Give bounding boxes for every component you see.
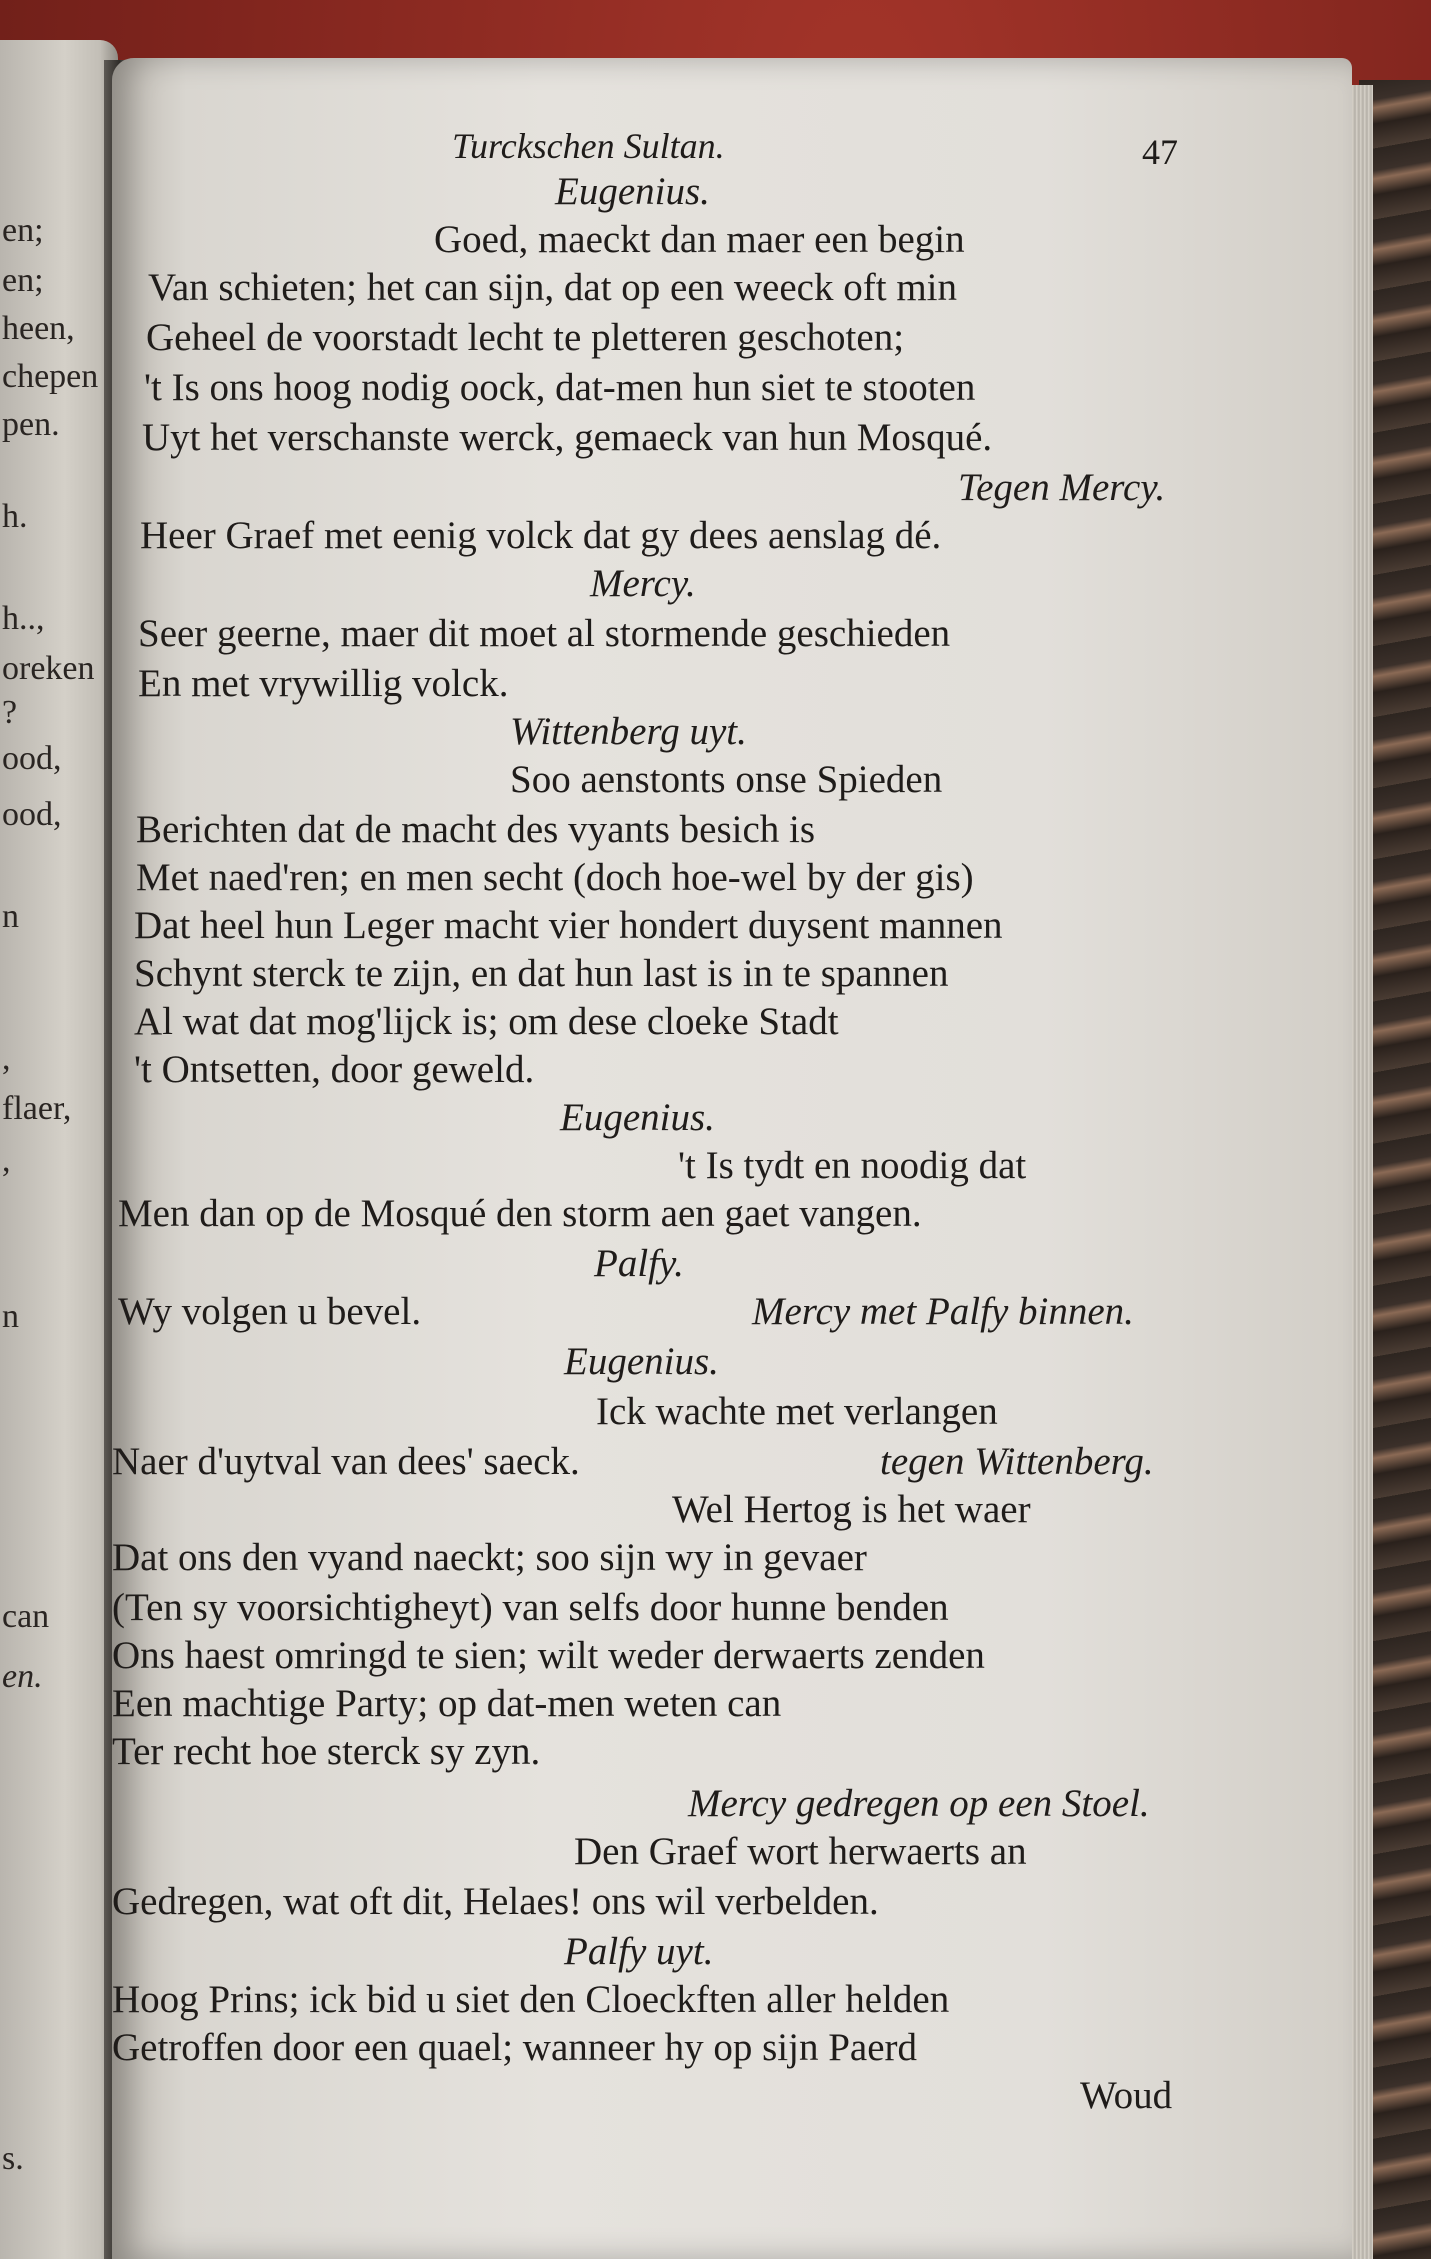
left-fragment: en; [2,262,44,299]
speaker-name: Eugenius. [560,1096,715,1139]
verse-line: Seer geerne, maer dit moet al stormende geschieden [138,612,951,655]
left-fragment: , [2,1040,11,1077]
verse-line: Goed, maeckt dan maer een begin [434,218,965,261]
verse-line: Schynt sterck te zijn, en dat hun last is in te spannen [134,952,949,995]
verse-line: Uyt het verschanste werck, gemaeck van hun Mosqué. [142,416,993,459]
stage-direction: tegen Wittenberg. [880,1440,1154,1483]
catchword: Woud [1080,2074,1173,2117]
stage-direction: Mercy met Palfy binnen. [752,1290,1134,1333]
verse-line: Soo aenstonts onse Spieden [510,758,943,801]
verse-line: Dat ons den vyand naeckt; soo sijn wy in gevaer [112,1536,867,1579]
verse-line: Men dan op de Mosqué den storm aen gaet vangen. [118,1192,922,1235]
left-fragment: s. [2,2140,24,2177]
verse-line: 't Is tydt en noodig dat [678,1144,1027,1187]
left-fragment: en; [2,212,44,249]
speaker-name: Eugenius. [555,170,710,213]
verse-line: Gedregen, wat oft dit, Helaes! ons wil verbelden. [112,1880,879,1923]
speaker-name: Palfy. [594,1242,684,1285]
stage-direction: Wittenberg uyt. [510,710,747,753]
left-fragment: n [2,898,19,935]
left-fragment: pen. [2,406,60,443]
verse-line: Ter recht hoe sterck sy zyn. [112,1730,541,1773]
verse-line: Getroffen door een quael; wanneer hy op sijn Paerd [112,2026,918,2069]
running-title: Turckschen Sultan. [452,126,725,166]
left-fragment: , [2,1142,11,1179]
left-fragment: oreken [2,650,95,687]
verse-line: Ick wachte met verlangen [596,1390,998,1433]
verse-line: Een machtige Party; op dat-men weten can [112,1682,782,1725]
speaker-name: Eugenius. [564,1340,719,1383]
verse-line: Hoog Prins; ick bid u siet den Cloeckften aller helden [112,1978,950,2021]
left-page [0,40,118,2259]
left-fragment: can [2,1598,50,1635]
left-fragment: ? [2,694,18,731]
left-fragment: ood, [2,740,62,777]
verse-line: Wel Hertog is het waer [672,1488,1031,1531]
verse-line: Den Graef wort herwaerts an [574,1830,1027,1873]
verse-line: Heer Graef met eenig volck dat gy dees aenslag dé. [140,514,942,557]
verse-line: Berichten dat de macht des vyants besich is [136,808,816,851]
verse-line: (Ten sy voorsichtigheyt) van selfs door hunne benden [112,1586,949,1629]
verse-line: Dat heel hun Leger macht vier hondert duysent mannen [134,904,1003,947]
verse-line: Ons haest omringd te sien; wilt weder derwaerts zenden [112,1634,985,1677]
verse-line: Met naed'ren; en men secht (doch hoe-wel by der gis) [136,856,974,899]
page-number: 47 [1142,132,1178,172]
left-fragment: en. [2,1658,43,1695]
left-fragment: chepen [2,358,99,395]
page-stack-edge [1349,85,1373,2259]
left-fragment: h. [2,498,28,535]
verse-line: En met vrywillig volck. [138,662,509,705]
stage-direction: Palfy uyt. [564,1930,714,1973]
left-fragment: ood, [2,796,62,833]
stage-direction: Mercy gedregen op een Stoel. [688,1782,1150,1825]
verse-line: Wy volgen u bevel. [118,1290,422,1333]
left-fragment: n [2,1298,19,1335]
verse-line: 't Is ons hoog nodig oock, dat-men hun siet te stooten [144,366,976,409]
stage-direction: Tegen Mercy. [958,466,1166,509]
verse-line: Naer d'uytval van dees' saeck. [112,1440,580,1483]
speaker-name: Mercy. [590,562,696,605]
verse-line: Geheel de voorstadt lecht te pletteren geschoten; [146,316,905,359]
left-fragment: flaer, [2,1090,72,1127]
verse-line: Van schieten; het can sijn, dat op een weeck oft min [148,266,957,309]
verse-line: Al wat dat mog'lijck is; om dese cloeke Stadt [134,1000,839,1043]
right-page [112,58,1352,2259]
left-fragment: heen, [2,310,75,347]
verse-line: 't Ontsetten, door geweld. [134,1048,535,1091]
left-fragment: h.., [2,600,45,637]
